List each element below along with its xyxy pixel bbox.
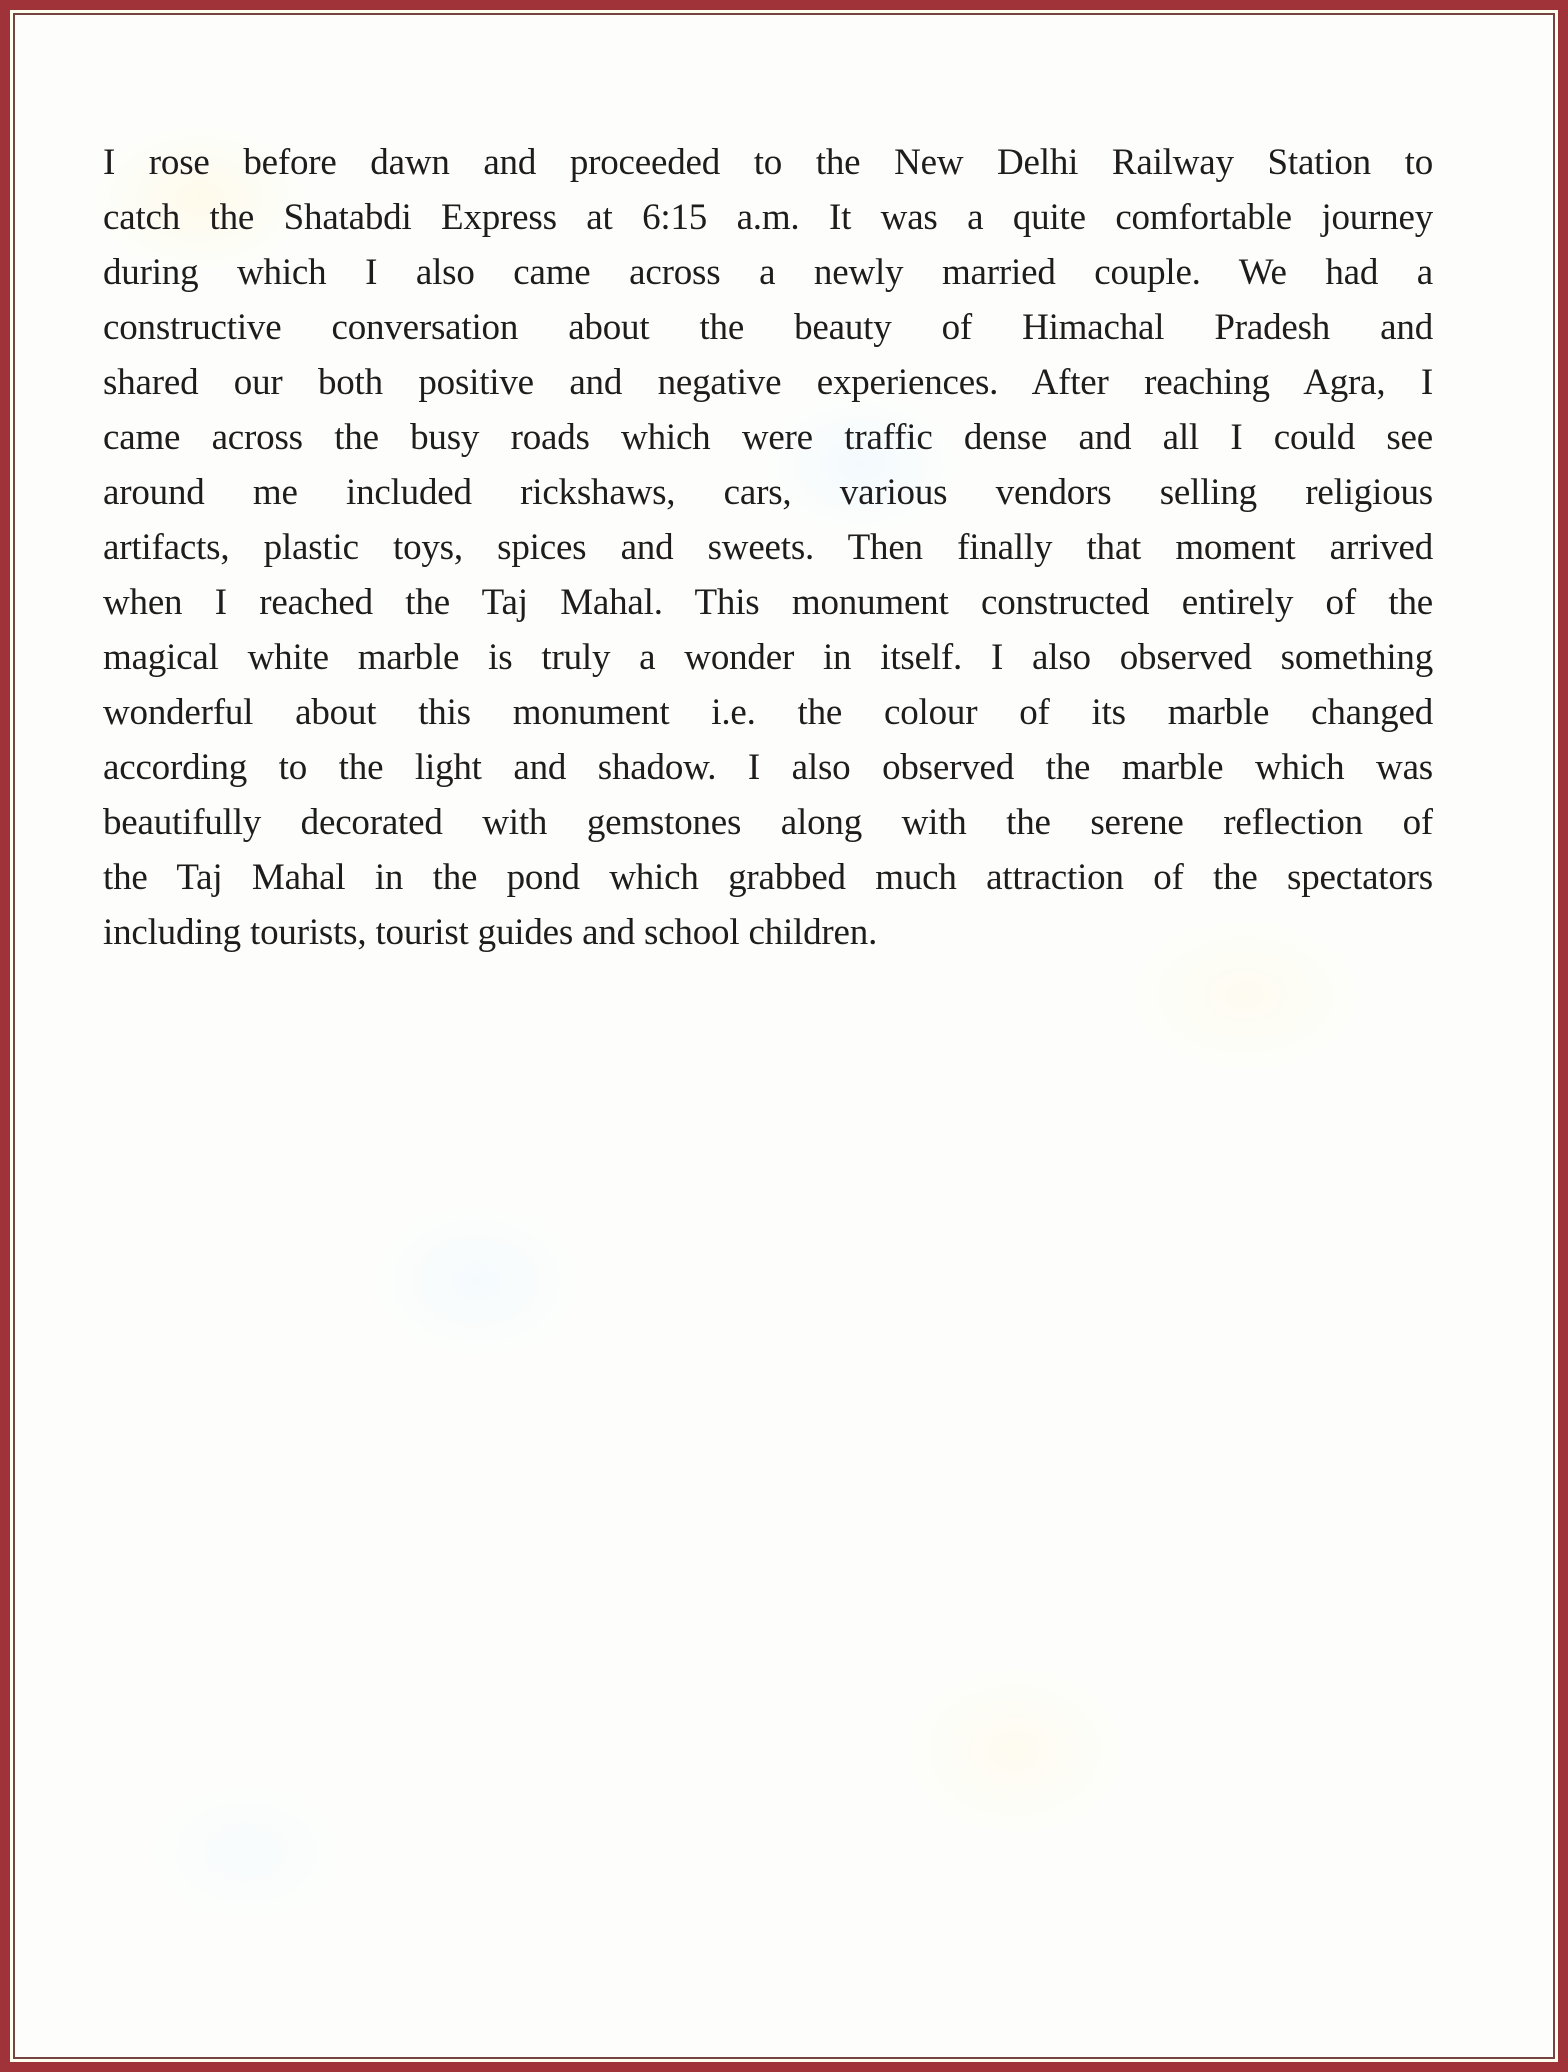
- essay-line: constructive conversation about the beauty of Himachal Pradesh and: [103, 307, 1433, 348]
- essay-line: shared our both positive and negative experiences. After reaching Agra, I: [103, 362, 1433, 403]
- essay-line: I rose before dawn and proceeded to the New Delhi Railway Station to: [103, 142, 1433, 183]
- essay-line: when I reached the Taj Mahal. This monument constructed entirely of the: [103, 582, 1433, 623]
- essay-line: artifacts, plastic toys, spices and sweets. Then finally that moment arrived: [103, 527, 1433, 568]
- essay-line: according to the light and shadow. I also observed the marble which was: [103, 747, 1433, 788]
- essay-paragraph: [103, 135, 1433, 960]
- page-paper: [13, 13, 1555, 2059]
- essay-line: beautifully decorated with gemstones along with the serene reflection of: [103, 802, 1433, 843]
- essay-line: wonderful about this monument i.e. the colour of its marble changed: [103, 692, 1433, 733]
- essay-line: during which I also came across a newly married couple. We had a: [103, 252, 1433, 293]
- essay-line: came across the busy roads which were traffic dense and all I could see: [103, 417, 1433, 458]
- essay-line: around me included rickshaws, cars, various vendors selling religious: [103, 472, 1433, 513]
- essay-line: catch the Shatabdi Express at 6:15 a.m. It was a quite comfortable journey: [103, 197, 1433, 238]
- essay-line: the Taj Mahal in the pond which grabbed much attraction of the spectators: [103, 857, 1433, 898]
- essay-line: magical white marble is truly a wonder in itself. I also observed something: [103, 637, 1433, 678]
- essay-line-last: including tourists, tourist guides and school children.: [103, 912, 878, 953]
